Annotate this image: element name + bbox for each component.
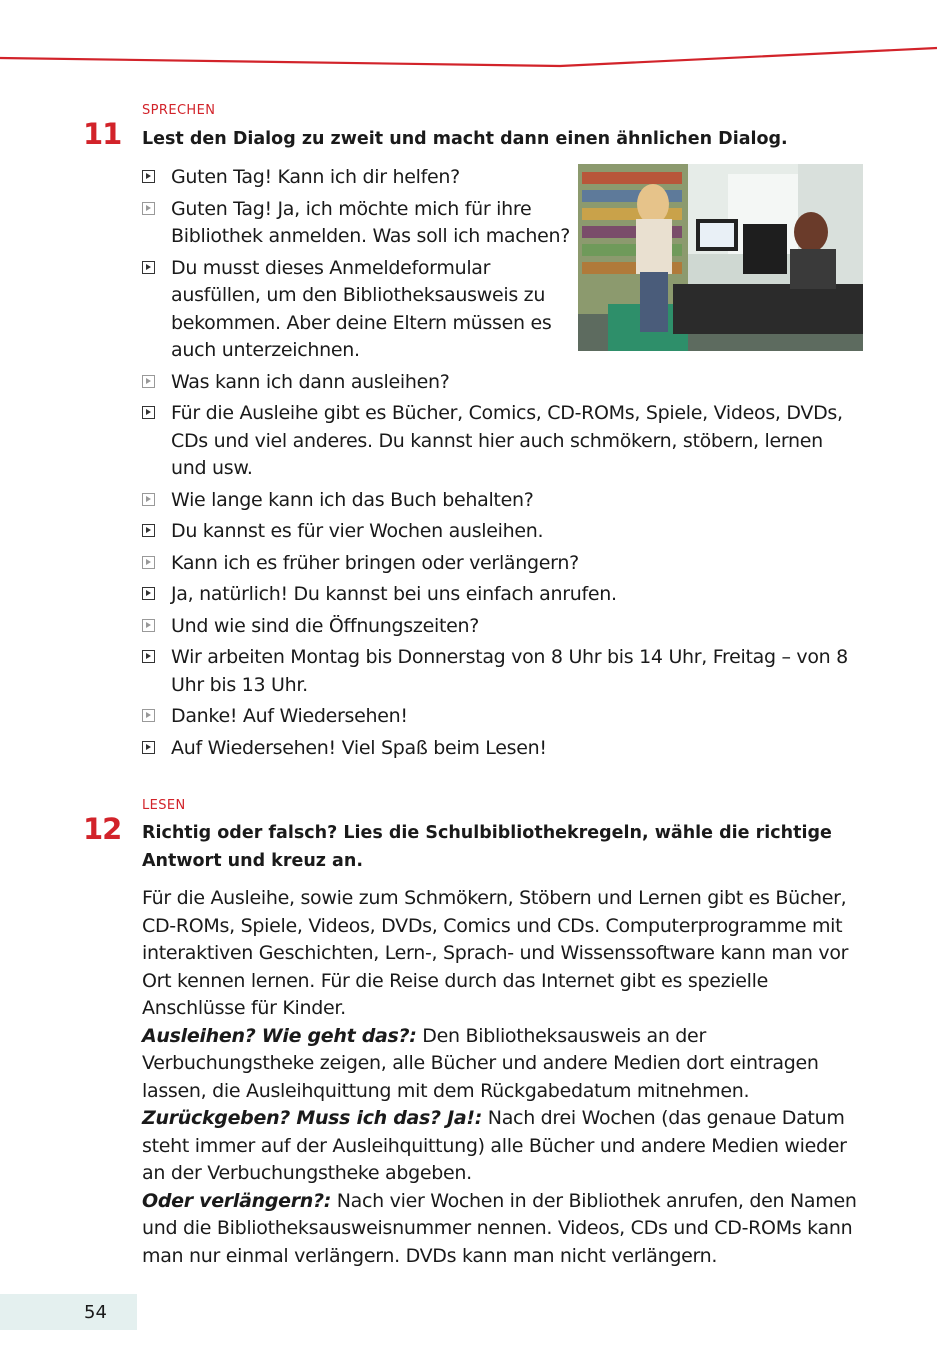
dialog-line: Wir arbeiten Montag bis Donnerstag von 8 Uhr bis 14 Uhr, Freitag – von 8 Uhr bis 13 Uhr. [142, 644, 862, 699]
audio-play-icon[interactable] [142, 261, 155, 274]
rule-paragraph [142, 1188, 862, 1271]
rule-heading: Ausleihen? Wie geht das?: [142, 1024, 417, 1047]
audio-play-icon[interactable] [142, 493, 155, 506]
rule-text: Nach vier Wochen in der Bibliothek anrufen, den Namen und die Bibliotheksausweisnummer nennen. Videos, CDs und CD-ROMs kann man nur einmal verlängern. DVDs kann man nicht verlängern. [142, 1189, 857, 1267]
header-rule [0, 44, 937, 74]
audio-play-icon[interactable] [142, 524, 155, 537]
dialog-line: Ja, natürlich! Du kannst bei uns einfach anrufen. [142, 581, 862, 609]
dialog-line: Für die Ausleihe gibt es Bücher, Comics, CD-ROMs, Spiele, Videos, DVDs, CDs und viel anderes. Du kannst hier auch schmökern, stöbern, lernen und usw. [142, 400, 862, 483]
dialog-line: Guten Tag! Kann ich dir helfen? [142, 164, 862, 192]
dialog-line: Was kann ich dann ausleihen? [142, 369, 862, 397]
rule-text: Den Bibliotheksausweis an der Verbuchungstheke zeigen, alle Bücher und andere Medien dort eintragen lassen, die Ausleihquittung mit dem Rückgabedatum mitnehmen. [142, 1024, 819, 1102]
audio-play-icon[interactable] [142, 619, 155, 632]
dialog-line: Du kannst es für vier Wochen ausleihen. [142, 518, 862, 546]
dialog-line: Wie lange kann ich das Buch behalten? [142, 487, 862, 515]
skill-label-reading: LESEN [142, 798, 186, 813]
task-instruction: Richtig oder falsch? Lies die Schulbibliothekregeln, wähle die richtige Antwort und kreuz an. [142, 823, 832, 871]
audio-play-icon[interactable] [142, 406, 155, 419]
library-photo [578, 164, 863, 351]
audio-play-icon[interactable] [142, 650, 155, 663]
reading-text [142, 885, 862, 1270]
audio-play-icon[interactable] [142, 375, 155, 388]
page-number: 54 [84, 1302, 107, 1323]
exercise-number: 12 [83, 812, 122, 846]
skill-label-speaking: SPRECHEN [142, 103, 216, 118]
audio-play-icon[interactable] [142, 170, 155, 183]
exercise-number: 11 [83, 117, 122, 151]
dialog-line: Und wie sind die Öffnungszeiten? [142, 613, 862, 641]
dialog-line: Kann ich es früher bringen oder verlängern? [142, 550, 862, 578]
page-number-tab [0, 1294, 137, 1330]
dialog-line: Du musst dieses Anmeldeformular ausfüllen, um den Bibliotheksausweis zu bekommen. Aber deine Eltern müssen es auch unterzeichnen. [142, 255, 571, 365]
dialog-line: Guten Tag! Ja, ich möchte mich für ihre Bibliothek anmelden. Was soll ich machen? [142, 196, 571, 251]
audio-play-icon[interactable] [142, 741, 155, 754]
audio-play-icon[interactable] [142, 709, 155, 722]
dialog-line: Danke! Auf Wiedersehen! [142, 703, 862, 731]
audio-play-icon[interactable] [142, 202, 155, 215]
reading-intro: Für die Ausleihe, sowie zum Schmökern, Stöbern und Lernen gibt es Bücher, CD-ROMs, Spiele, Videos, DVDs, Comics und CDs. Computerprogramme mit interaktiven Geschichten, Lern-, Sprach- und Wissenssoftware kann man vor Ort kennen lernen. Für die Reise durch das Internet gibt es spezielle Anschlüsse für Kinder. [142, 887, 849, 1019]
audio-play-icon[interactable] [142, 587, 155, 600]
rule-heading: Oder verlängern?: [142, 1189, 332, 1212]
rule-heading: Zurückgeben? Muss ich das? Ja!: [142, 1107, 483, 1129]
task-instruction: Lest den Dialog zu zweit und macht dann einen ähnlichen Dialog. [142, 129, 788, 149]
rule-text: Nach drei Wochen (das genaue Datum steht immer auf der Ausleihquittung) alle Bücher und andere Medien wieder an der Verbuchungstheke abgeben. [142, 1107, 847, 1184]
dialog-line: Auf Wiedersehen! Viel Spaß beim Lesen! [142, 735, 862, 763]
rule-paragraph [142, 1105, 862, 1188]
audio-play-icon[interactable] [142, 556, 155, 569]
rule-paragraph [142, 1023, 862, 1106]
